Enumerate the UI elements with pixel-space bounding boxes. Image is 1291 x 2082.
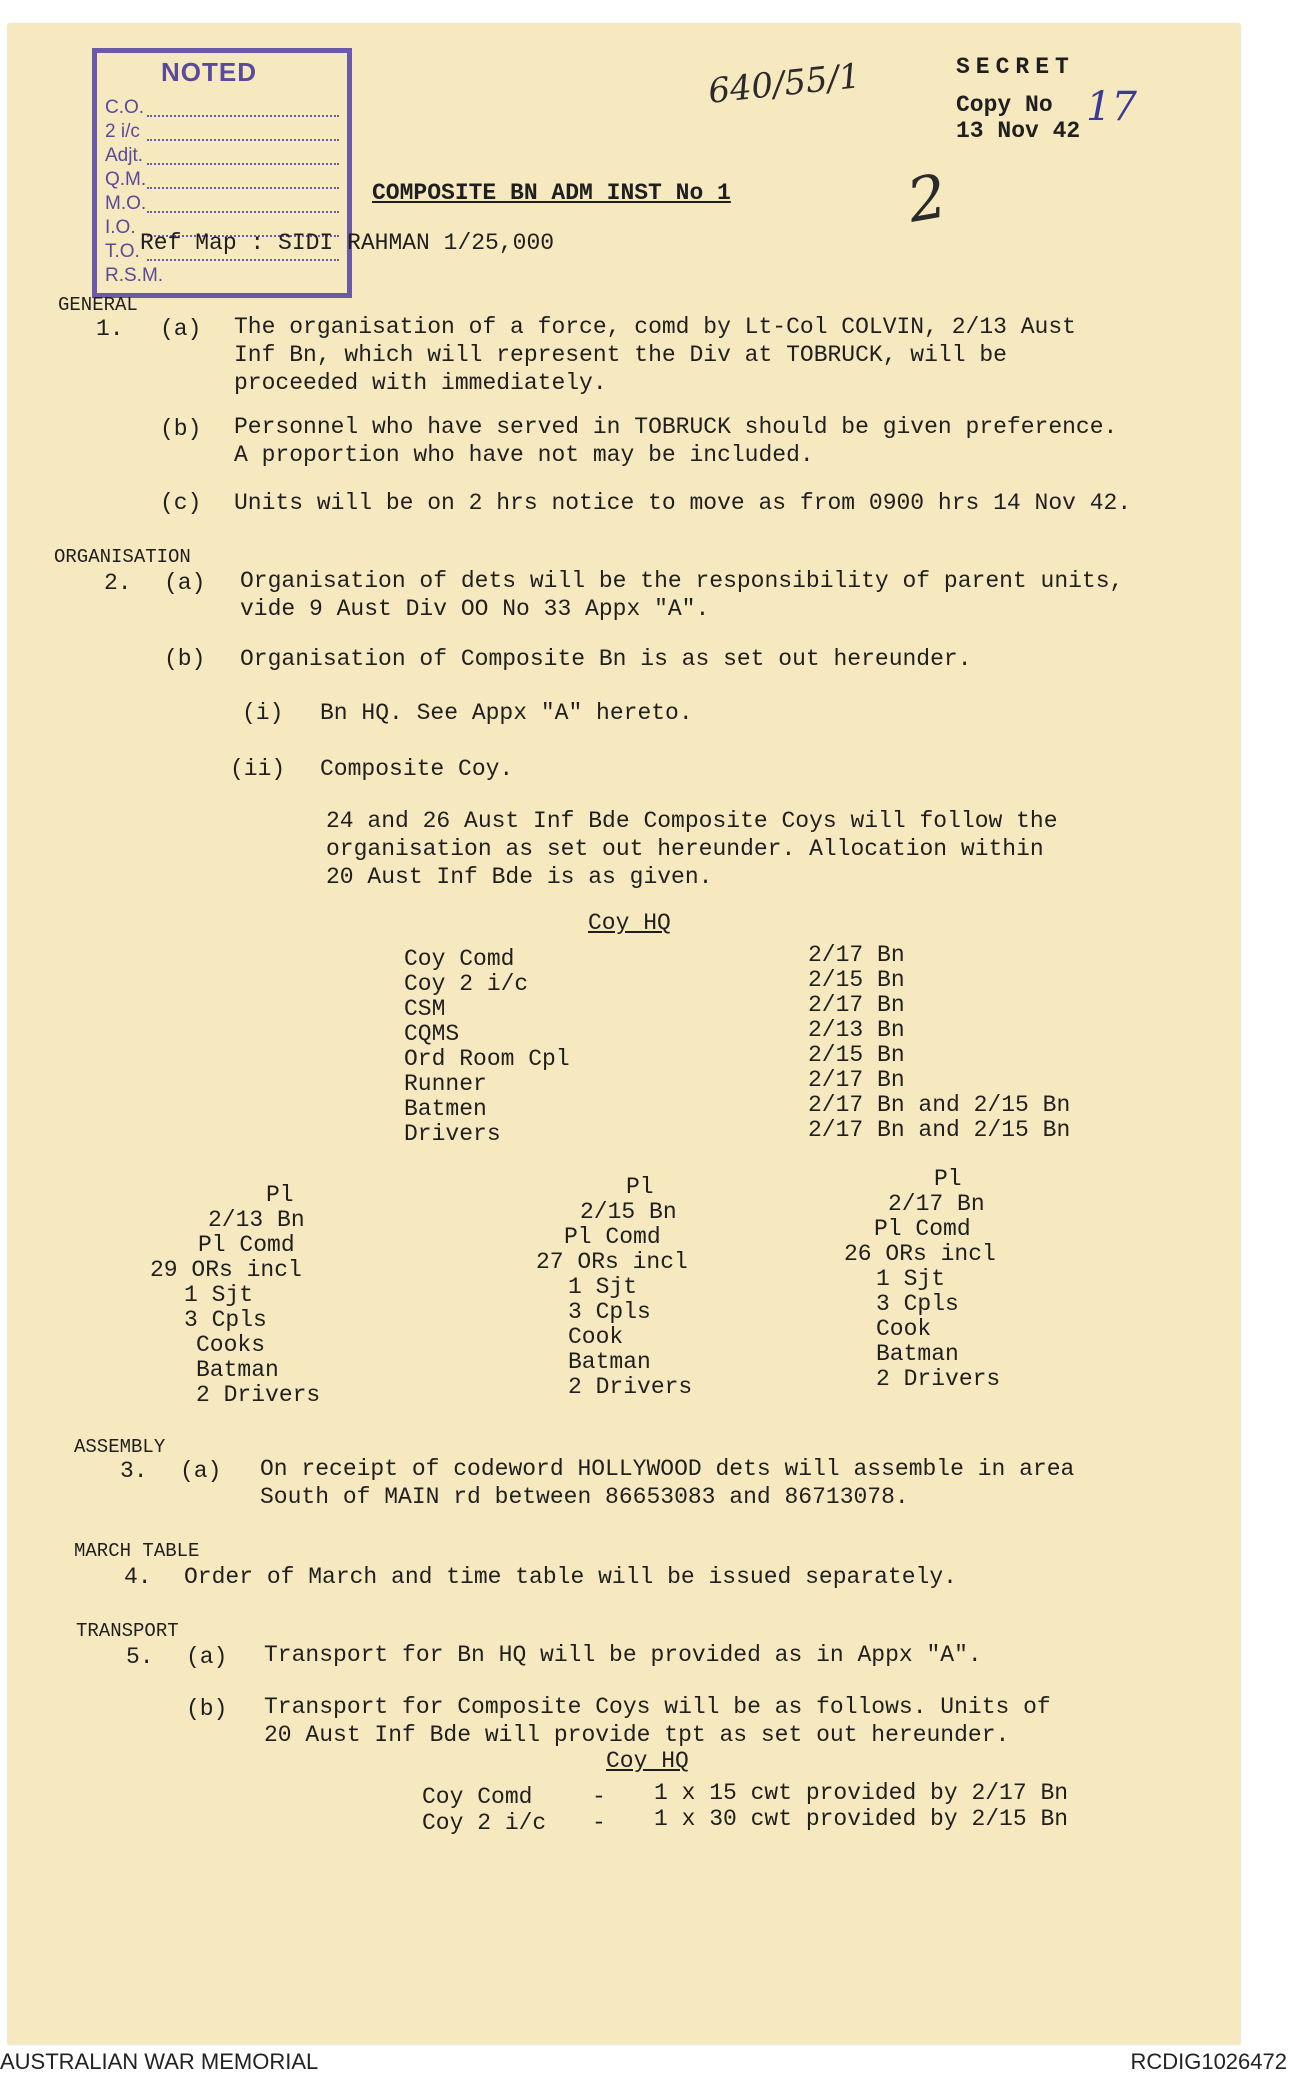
stamp-row-to: T.O.	[105, 241, 140, 262]
platoon-line: 3 Cpls	[184, 1307, 267, 1333]
platoon-line: Pl	[626, 1174, 654, 1200]
para-1a-label: (a)	[160, 316, 202, 342]
coy-hq-role: Coy 2 i/c	[404, 971, 529, 997]
para-5b-line: Transport for Composite Coys will be as follows. Units of	[264, 1694, 1051, 1720]
para-5b-line: 20 Aust Inf Bde will provide tpt as set out hereunder.	[264, 1722, 1010, 1748]
platoon-line: 2 Drivers	[196, 1382, 321, 1408]
para-3a-line: South of MAIN rd between 86653083 and 86713078.	[260, 1484, 909, 1510]
platoon-line: Cooks	[196, 1332, 266, 1358]
para-2a-label: (a)	[164, 570, 206, 596]
para-5b-label: (b)	[186, 1696, 228, 1722]
platoon-line: 3 Cpls	[568, 1299, 651, 1325]
para-1b-label: (b)	[160, 416, 202, 442]
handwritten-ref-number: 640/55/1	[706, 56, 863, 112]
para-1-number: 1.	[96, 316, 124, 342]
para-5-number: 5.	[126, 1644, 154, 1670]
copy-number-label: Copy No	[956, 92, 1053, 118]
section-heading-general: GENERAL	[58, 294, 138, 316]
platoon-line: Pl Comd	[198, 1232, 295, 1258]
transport-dash: -	[592, 1784, 606, 1810]
para-4-line: Order of March and time table will be issued separately.	[184, 1564, 957, 1590]
coy-hq-role: Ord Room Cpl	[404, 1046, 570, 1072]
platoon-line: Pl	[934, 1166, 962, 1192]
coy-hq-heading: Coy HQ	[588, 910, 671, 936]
para-2-number: 2.	[104, 570, 132, 596]
handwritten-initials: 2	[902, 161, 952, 237]
section-heading-assembly: ASSEMBLY	[74, 1436, 166, 1458]
para-3a-label: (a)	[180, 1458, 222, 1484]
transport-coy-hq-heading: Coy HQ	[606, 1748, 689, 1774]
coy-hq-role: Batmen	[404, 1096, 487, 1122]
para-1a-line: The organisation of a force, comd by Lt-Col COLVIN, 2/13 Aust	[234, 314, 1076, 340]
platoon-line: 29 ORs incl	[150, 1257, 302, 1283]
coy-hq-unit: 2/17 Bn	[808, 992, 905, 1018]
stamp-row-mo: M.O.	[105, 193, 147, 214]
platoon-line: 1 Sjt	[876, 1266, 946, 1292]
section-heading-transport: TRANSPORT	[76, 1620, 179, 1642]
transport-detail: 1 x 30 cwt provided by 2/15 Bn	[654, 1806, 1069, 1832]
section-heading-march-table: MARCH TABLE	[74, 1540, 200, 1562]
stamp-row-io: I.O.	[105, 217, 136, 238]
para-2b-ii-label: (ii)	[230, 756, 286, 782]
platoon-line: 27 ORs incl	[536, 1249, 688, 1275]
platoon-line: Cook	[876, 1316, 932, 1342]
para-4-number: 4.	[124, 1564, 152, 1590]
platoon-line: Batman	[876, 1341, 959, 1367]
platoon-line: Pl Comd	[564, 1224, 661, 1250]
platoon-line: 2/15 Bn	[580, 1199, 677, 1225]
platoon-line: 26 ORs incl	[844, 1241, 996, 1267]
coy-hq-unit: 2/13 Bn	[808, 1017, 905, 1043]
document-page	[8, 24, 1240, 2044]
coy-hq-role: Drivers	[404, 1121, 501, 1147]
para-5a-label: (a)	[186, 1644, 228, 1670]
coy-hq-role: CQMS	[404, 1021, 460, 1047]
para-3-number: 3.	[120, 1458, 148, 1484]
handwritten-copy-number: 17	[1086, 84, 1137, 130]
para-2b-ii-text: 20 Aust Inf Bde is as given.	[326, 864, 713, 890]
para-1a-line: Inf Bn, which will represent the Div at TOBRUCK, will be	[234, 342, 1007, 368]
para-1a-line: proceeded with immediately.	[234, 370, 607, 396]
coy-hq-unit: 2/17 Bn	[808, 1067, 905, 1093]
stamp-title: NOTED	[161, 57, 257, 87]
platoon-line: 2 Drivers	[568, 1374, 693, 1400]
para-1b-line: A proportion who have not may be included.	[234, 442, 814, 468]
para-1c-line: Units will be on 2 hrs notice to move as from 0900 hrs 14 Nov 42.	[234, 490, 1132, 516]
platoon-line: 1 Sjt	[568, 1274, 638, 1300]
para-2a-line: Organisation of dets will be the responsibility of parent units,	[240, 568, 1124, 594]
document-date: 13 Nov 42	[956, 118, 1081, 144]
transport-dash: -	[592, 1810, 606, 1836]
coy-hq-unit: 2/17 Bn	[808, 942, 905, 968]
coy-hq-unit: 2/17 Bn and 2/15 Bn	[808, 1117, 1071, 1143]
coy-hq-unit: 2/17 Bn and 2/15 Bn	[808, 1092, 1071, 1118]
footer-archive-name: AUSTRALIAN WAR MEMORIAL	[0, 2049, 319, 2074]
para-2b-ii-text: 24 and 26 Aust Inf Bde Composite Coys will follow the	[326, 808, 1058, 834]
para-2b-i-label: (i)	[242, 700, 284, 726]
para-3a-line: On receipt of codeword HOLLYWOOD dets will assemble in area	[260, 1456, 1075, 1482]
platoon-line: Pl	[266, 1182, 294, 1208]
stamp-row-rsm: R.S.M.	[105, 265, 164, 286]
transport-role: Coy 2 i/c	[422, 1810, 547, 1836]
platoon-line: 1 Sjt	[184, 1282, 254, 1308]
transport-detail: 1 x 15 cwt provided by 2/17 Bn	[654, 1780, 1069, 1806]
stamp-row-qm: Q.M.	[105, 169, 147, 190]
para-2b-ii-text: organisation as set out hereunder. Allocation within	[326, 836, 1044, 862]
para-5a-line: Transport for Bn HQ will be provided as in Appx "A".	[264, 1642, 982, 1668]
para-2b-i-line: Bn HQ. See Appx "A" hereto.	[320, 700, 693, 726]
platoon-line: Batman	[196, 1357, 279, 1383]
section-heading-organisation: ORGANISATION	[54, 546, 191, 568]
coy-hq-unit: 2/15 Bn	[808, 1042, 905, 1068]
coy-hq-role: CSM	[404, 996, 446, 1022]
footer-record-id: RCDIG1026472	[1130, 2049, 1287, 2074]
para-2a-line: vide 9 Aust Div OO No 33 Appx "A".	[240, 596, 710, 622]
para-2b-line: Organisation of Composite Bn is as set out hereunder.	[240, 646, 972, 672]
transport-role: Coy Comd	[422, 1784, 533, 1810]
classification-label: SECRET	[956, 54, 1075, 80]
coy-hq-unit: 2/15 Bn	[808, 967, 905, 993]
document-title: COMPOSITE BN ADM INST No 1	[372, 180, 731, 206]
coy-hq-role: Coy Comd	[404, 946, 515, 972]
coy-hq-role: Runner	[404, 1071, 487, 1097]
stamp-row-co: C.O.	[105, 97, 145, 118]
platoon-line: Pl Comd	[874, 1216, 971, 1242]
platoon-line: 2 Drivers	[876, 1366, 1001, 1392]
para-1b-line: Personnel who have served in TOBRUCK should be given preference.	[234, 414, 1118, 440]
platoon-line: 2/17 Bn	[888, 1191, 985, 1217]
noted-stamp	[92, 48, 352, 298]
para-2b-ii-line: Composite Coy.	[320, 756, 514, 782]
para-1c-label: (c)	[160, 490, 202, 516]
platoon-line: Batman	[568, 1349, 651, 1375]
reference-map: Ref Map : SIDI RAHMAN 1/25,000	[140, 230, 555, 256]
stamp-row-adjt: Adjt.	[105, 145, 144, 166]
platoon-line: 2/13 Bn	[208, 1207, 305, 1233]
para-2b-label: (b)	[164, 646, 206, 672]
stamp-row-2ic: 2 i/c	[105, 121, 140, 142]
platoon-line: 3 Cpls	[876, 1291, 959, 1317]
platoon-line: Cook	[568, 1324, 624, 1350]
